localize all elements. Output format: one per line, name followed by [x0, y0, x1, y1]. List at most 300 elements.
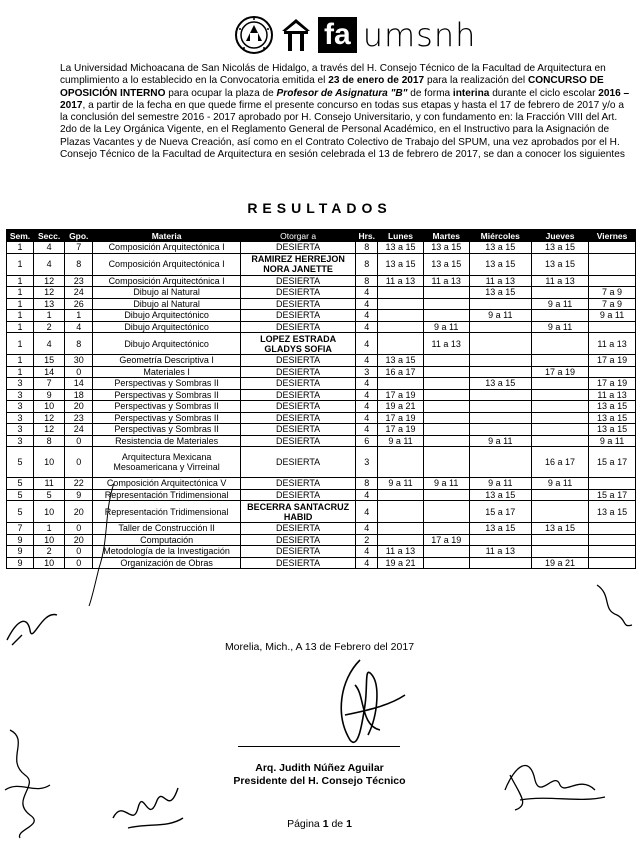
table-cell: 13 — [34, 298, 65, 310]
table-row — [7, 412, 636, 424]
university-seal-icon — [234, 15, 274, 55]
table-cell: 3 — [7, 401, 34, 413]
table-cell: 15 a 17 — [589, 447, 636, 478]
table-cell — [469, 424, 531, 436]
table-cell: 11 a 13 — [423, 333, 469, 355]
table-cell — [423, 412, 469, 424]
table-cell: Organización de Obras — [93, 557, 241, 569]
table-cell — [378, 534, 424, 546]
table-cell — [423, 523, 469, 535]
page-number: Página 1 de 1 — [287, 818, 352, 830]
table-cell: 13 a 15 — [469, 242, 531, 254]
table-cell: DESIERTA — [240, 389, 355, 401]
table-row — [7, 242, 636, 254]
intro-paragraph — [60, 63, 632, 161]
table-cell: 5 — [34, 489, 65, 501]
table-cell — [469, 321, 531, 333]
table-cell: 11 a 13 — [378, 546, 424, 558]
signer-title: Presidente del H. Consejo Técnico — [233, 775, 406, 787]
table-cell: 17 a 19 — [378, 424, 424, 436]
president-signature — [320, 655, 410, 750]
table-cell — [423, 298, 469, 310]
table-cell: 10 — [34, 447, 65, 478]
table-row — [7, 275, 636, 287]
table-cell — [423, 447, 469, 478]
table-cell: 9 — [7, 546, 34, 558]
table-cell — [531, 489, 588, 501]
intro-text-part: de forma — [407, 87, 453, 99]
table-cell: DESIERTA — [240, 310, 355, 322]
results-title: RESULTADOS — [247, 200, 392, 216]
umsnh-logo: umsnh — [362, 16, 477, 54]
table-cell: 15 a 17 — [469, 501, 531, 523]
table-cell: 4 — [356, 287, 378, 299]
table-cell — [531, 287, 588, 299]
table-cell: 3 — [7, 389, 34, 401]
table-cell: 14 — [65, 378, 93, 390]
column-header: Lunes — [378, 230, 424, 242]
table-cell: 12 — [34, 287, 65, 299]
table-cell: 1 — [7, 275, 34, 287]
table-cell: 0 — [65, 435, 93, 447]
table-cell: 10 — [34, 534, 65, 546]
table-cell: 3 — [7, 412, 34, 424]
table-cell: 4 — [356, 501, 378, 523]
table-cell: 13 a 15 — [469, 253, 531, 275]
table-cell: Perspectivas y Sombras II — [93, 389, 241, 401]
table-cell: DESIERTA — [240, 321, 355, 333]
table-cell: 0 — [65, 523, 93, 535]
table-row — [7, 287, 636, 299]
intro-text-part: CONCURSO DE OPOSICIÓN INTERNO — [60, 75, 604, 99]
column-header: Materia — [93, 230, 241, 242]
table-cell: Composición Arquitectónica V — [93, 478, 241, 490]
intro-text-part: 2016 – 2017 — [60, 87, 630, 111]
table-cell: LOPEZ ESTRADA GLADYS SOFIA — [240, 333, 355, 355]
table-cell — [378, 523, 424, 535]
table-cell: DESIERTA — [240, 534, 355, 546]
table-cell: 5 — [7, 447, 34, 478]
table-cell: 7 — [34, 378, 65, 390]
table-cell: 0 — [65, 447, 93, 478]
table-cell: 16 a 17 — [378, 366, 424, 378]
table-cell: 4 — [356, 523, 378, 535]
table-cell: 10 — [34, 557, 65, 569]
table-cell: DESIERTA — [240, 287, 355, 299]
table-cell: Taller de Construcción II — [93, 523, 241, 535]
column-header: Jueves — [531, 230, 588, 242]
table-cell: 4 — [356, 412, 378, 424]
table-cell — [469, 355, 531, 367]
table-cell: 3 — [7, 435, 34, 447]
table-cell: Composición Arquitectónica I — [93, 242, 241, 254]
table-cell — [531, 412, 588, 424]
table-cell: 13 a 15 — [531, 242, 588, 254]
table-cell: 9 a 11 — [469, 435, 531, 447]
table-cell — [423, 489, 469, 501]
page-current: 1 — [322, 818, 329, 830]
table-cell: 17 a 19 — [423, 534, 469, 546]
table-cell: 4 — [356, 298, 378, 310]
table-cell — [423, 557, 469, 569]
table-cell: 10 — [34, 501, 65, 523]
table-cell: 19 a 21 — [531, 557, 588, 569]
table-cell: Composición Arquitectónica I — [93, 275, 241, 287]
table-cell: 8 — [65, 253, 93, 275]
table-row — [7, 401, 636, 413]
table-cell — [469, 557, 531, 569]
table-cell: 14 — [34, 366, 65, 378]
table-cell: 17 a 19 — [589, 355, 636, 367]
table-cell — [531, 401, 588, 413]
table-cell: 2 — [34, 321, 65, 333]
table-cell: 1 — [34, 523, 65, 535]
intro-text-part: La Universidad Michoacana de San Nicolás de Hidalgo, a través del H. Consejo Técnico de la Facultad de Arquitectura en cumplimiento a lo establecido en la Convocatoria emitida el — [60, 63, 606, 87]
column-header: Otorgar a — [240, 230, 355, 242]
table-cell: BECERRA SANTACRUZ HABID — [240, 501, 355, 523]
table-cell: 9 — [34, 389, 65, 401]
table-cell: 4 — [356, 401, 378, 413]
table-cell — [589, 557, 636, 569]
table-cell: 11 a 13 — [531, 275, 588, 287]
table-cell: 0 — [65, 557, 93, 569]
table-cell: Representación Tridimensional — [93, 501, 241, 523]
table-cell: 13 a 15 — [531, 523, 588, 535]
table-cell: 9 a 11 — [589, 435, 636, 447]
table-cell: 13 a 15 — [423, 253, 469, 275]
table-cell: 9 a 11 — [589, 310, 636, 322]
table-cell: Geometría Descriptiva I — [93, 355, 241, 367]
table-cell: 4 — [34, 242, 65, 254]
table-cell: DESIERTA — [240, 546, 355, 558]
intro-text-part: , a partir de la fecha en que quede firme el presente concurso en todas sus etapas y hasta el 17 de febrero de 2017 y/o a la conclusión del semestre 2016 - 2017 aprobado por H. Consejo Universitario, y con fundamento en: la Fracción VIII del Art. 2do de la Ley Orgánica Vigente, en el Reglamento General de Personal Académico, en el Instructivo para la Asignación de Plazas Vacantes y de Nueva Creación, así como en el Contrato Colectivo de Trabajo del SPUM, una vez aprobados por el H. Consejo Técnico de la Facultad de Arquitectura en sesión celebrada el 13 de febrero de 2017, se dan a conocer los siguientes — [60, 99, 625, 161]
table-cell: Perspectivas y Sombras II — [93, 401, 241, 413]
table-cell: DESIERTA — [240, 275, 355, 287]
table-header-row — [7, 230, 636, 242]
table-cell: 2 — [356, 534, 378, 546]
table-cell: DESIERTA — [240, 401, 355, 413]
table-cell — [589, 546, 636, 558]
table-cell: 8 — [34, 435, 65, 447]
table-cell: 13 a 15 — [469, 378, 531, 390]
table-cell — [423, 378, 469, 390]
table-cell — [531, 389, 588, 401]
table-cell: 13 a 15 — [589, 412, 636, 424]
table-cell: 1 — [34, 310, 65, 322]
table-cell: 24 — [65, 424, 93, 436]
table-cell: 7 a 9 — [589, 298, 636, 310]
table-cell: 1 — [7, 242, 34, 254]
table-cell: 20 — [65, 501, 93, 523]
table-cell: 24 — [65, 287, 93, 299]
table-cell: Metodología de la Investigación — [93, 546, 241, 558]
table-cell: 17 a 19 — [378, 412, 424, 424]
table-cell: 8 — [356, 275, 378, 287]
table-cell: 11 a 13 — [423, 275, 469, 287]
table-cell: 0 — [65, 546, 93, 558]
signature-line — [238, 746, 400, 747]
table-cell: Dibujo Arquitectónico — [93, 321, 241, 333]
table-cell: 23 — [65, 275, 93, 287]
table-cell: 9 a 11 — [378, 435, 424, 447]
table-cell: Materiales I — [93, 366, 241, 378]
table-cell — [423, 546, 469, 558]
table-cell: Arquitectura Mexicana Mesoamericana y Virreinal — [93, 447, 241, 478]
intro-text-part: interina — [452, 87, 490, 99]
table-row — [7, 424, 636, 436]
table-cell: 4 — [356, 389, 378, 401]
table-cell: 16 a 17 — [531, 447, 588, 478]
table-cell: DESIERTA — [240, 478, 355, 490]
faculty-building-icon — [280, 17, 312, 53]
table-cell: 13 a 15 — [589, 401, 636, 413]
table-cell: 3 — [7, 424, 34, 436]
table-cell: 13 a 15 — [378, 242, 424, 254]
table-cell: DESIERTA — [240, 523, 355, 535]
table-row — [7, 355, 636, 367]
column-header: Martes — [423, 230, 469, 242]
table-cell: 15 — [34, 355, 65, 367]
table-cell: 4 — [356, 378, 378, 390]
margin-signature-left-top — [2, 600, 62, 650]
table-cell: 7 — [65, 242, 93, 254]
table-cell — [589, 534, 636, 546]
table-cell: 4 — [34, 253, 65, 275]
column-header: Gpo. — [65, 230, 93, 242]
table-cell: Dibujo Arquitectónico — [93, 310, 241, 322]
table-cell: 1 — [7, 310, 34, 322]
table-cell: 11 — [34, 478, 65, 490]
table-cell: 20 — [65, 401, 93, 413]
table-cell: 19 a 21 — [378, 557, 424, 569]
table-cell — [378, 447, 424, 478]
header-logos — [234, 12, 476, 58]
table-cell — [423, 389, 469, 401]
table-cell: 11 a 13 — [378, 275, 424, 287]
table-cell: 9 a 11 — [469, 478, 531, 490]
table-cell: 3 — [7, 378, 34, 390]
table-cell — [423, 424, 469, 436]
table-cell: DESIERTA — [240, 366, 355, 378]
table-cell: Dibujo al Natural — [93, 287, 241, 299]
table-cell — [469, 412, 531, 424]
column-header: Hrs. — [356, 230, 378, 242]
intro-text-part: durante el ciclo escolar — [489, 87, 599, 99]
table-cell — [589, 321, 636, 333]
table-cell: 4 — [356, 546, 378, 558]
table-cell: 26 — [65, 298, 93, 310]
table-cell: 4 — [356, 355, 378, 367]
table-cell: DESIERTA — [240, 435, 355, 447]
intro-text-part: Profesor de Asignatura "B" — [276, 87, 408, 99]
margin-signature-bottom-right — [500, 745, 610, 815]
table-cell: 5 — [7, 489, 34, 501]
table-cell: Dibujo Arquitectónico — [93, 333, 241, 355]
table-cell: 4 — [356, 333, 378, 355]
table-cell: Resistencia de Materiales — [93, 435, 241, 447]
table-cell: 13 a 15 — [531, 253, 588, 275]
table-cell: 18 — [65, 389, 93, 401]
table-cell: 4 — [65, 321, 93, 333]
table-cell — [378, 298, 424, 310]
table-row — [7, 447, 636, 478]
table-cell — [469, 447, 531, 478]
table-cell: 17 a 19 — [531, 366, 588, 378]
table-cell: 9 a 11 — [531, 321, 588, 333]
table-cell: 1 — [7, 355, 34, 367]
table-cell: 2 — [34, 546, 65, 558]
table-cell: 1 — [7, 253, 34, 275]
table-annotation-mark — [84, 478, 124, 608]
table-cell: DESIERTA — [240, 412, 355, 424]
table-cell: 1 — [7, 333, 34, 355]
table-cell: 4 — [356, 321, 378, 333]
table-row — [7, 310, 636, 322]
table-cell: 12 — [34, 275, 65, 287]
intro-text-part: para la realización del — [424, 75, 528, 87]
table-cell — [378, 321, 424, 333]
table-cell: 6 — [356, 435, 378, 447]
column-header: Viernes — [589, 230, 636, 242]
table-cell — [469, 401, 531, 413]
table-cell: 11 a 13 — [589, 333, 636, 355]
table-row — [7, 298, 636, 310]
table-cell: Perspectivas y Sombras II — [93, 412, 241, 424]
table-cell: 17 a 19 — [378, 389, 424, 401]
table-cell — [423, 401, 469, 413]
table-cell: 8 — [356, 242, 378, 254]
table-row — [7, 253, 636, 275]
table-cell: 4 — [34, 333, 65, 355]
table-cell — [423, 310, 469, 322]
table-row — [7, 435, 636, 447]
table-cell: Perspectivas y Sombras II — [93, 424, 241, 436]
table-cell: 13 a 15 — [589, 501, 636, 523]
table-cell: 9 a 11 — [423, 321, 469, 333]
table-cell: 1 — [7, 321, 34, 333]
table-cell: DESIERTA — [240, 298, 355, 310]
column-header: Sem. — [7, 230, 34, 242]
table-cell: 5 — [7, 501, 34, 523]
table-cell — [423, 366, 469, 378]
table-cell — [531, 355, 588, 367]
table-cell: 11 a 13 — [469, 275, 531, 287]
table-cell: 9 — [7, 557, 34, 569]
table-cell: Composición Arquitectónica I — [93, 253, 241, 275]
table-cell: 1 — [7, 287, 34, 299]
table-cell: 13 a 15 — [589, 424, 636, 436]
table-cell: Computación — [93, 534, 241, 546]
table-cell: 11 a 13 — [469, 546, 531, 558]
table-cell — [531, 424, 588, 436]
table-cell: 23 — [65, 412, 93, 424]
table-cell: 8 — [356, 478, 378, 490]
table-cell — [531, 310, 588, 322]
table-cell — [531, 546, 588, 558]
table-cell: 13 a 15 — [469, 489, 531, 501]
fa-logo: fa — [318, 17, 357, 53]
table-cell: Dibujo al Natural — [93, 298, 241, 310]
table-cell: DESIERTA — [240, 557, 355, 569]
table-cell — [469, 333, 531, 355]
table-cell: 15 a 17 — [589, 489, 636, 501]
table-cell: 13 a 15 — [378, 253, 424, 275]
table-cell: 9 — [7, 534, 34, 546]
table-row — [7, 366, 636, 378]
table-cell: 11 a 13 — [589, 389, 636, 401]
table-cell: 4 — [356, 489, 378, 501]
table-cell — [589, 366, 636, 378]
table-cell: 13 a 15 — [378, 355, 424, 367]
table-cell: 4 — [356, 557, 378, 569]
table-cell — [589, 275, 636, 287]
table-cell: DESIERTA — [240, 378, 355, 390]
table-cell: 3 — [356, 447, 378, 478]
table-row — [7, 389, 636, 401]
table-cell — [531, 378, 588, 390]
table-cell: DESIERTA — [240, 489, 355, 501]
table-cell — [469, 389, 531, 401]
table-cell: 20 — [65, 534, 93, 546]
table-cell: 7 a 9 — [589, 287, 636, 299]
table-cell: 8 — [356, 253, 378, 275]
page-total: 1 — [346, 818, 352, 830]
table-cell — [531, 501, 588, 523]
table-cell: 12 — [34, 424, 65, 436]
table-cell: 3 — [356, 366, 378, 378]
table-cell: 9 — [65, 489, 93, 501]
table-cell — [589, 242, 636, 254]
table-cell: 8 — [65, 333, 93, 355]
table-cell: 1 — [7, 366, 34, 378]
table-cell: DESIERTA — [240, 242, 355, 254]
signer-name: Arq. Judith Núñez Aguilar — [255, 762, 384, 774]
table-cell — [531, 435, 588, 447]
table-cell: DESIERTA — [240, 447, 355, 478]
column-header: Miércoles — [469, 230, 531, 242]
table-cell: 4 — [356, 310, 378, 322]
table-cell — [378, 333, 424, 355]
table-cell: 13 a 15 — [423, 242, 469, 254]
table-cell: Representación Tridimensional — [93, 489, 241, 501]
table-cell — [589, 253, 636, 275]
table-cell: 4 — [356, 424, 378, 436]
table-row — [7, 333, 636, 355]
table-cell: DESIERTA — [240, 355, 355, 367]
table-cell — [469, 298, 531, 310]
place-date: Morelia, Mich., A 13 de Febrero del 2017 — [224, 641, 415, 653]
table-cell — [531, 534, 588, 546]
table-cell: 12 — [34, 412, 65, 424]
table-cell — [589, 478, 636, 490]
table-cell: 17 a 19 — [589, 378, 636, 390]
table-cell — [423, 435, 469, 447]
table-cell — [378, 287, 424, 299]
table-cell: 5 — [7, 478, 34, 490]
table-cell: 13 a 15 — [469, 523, 531, 535]
table-cell: 9 a 11 — [378, 478, 424, 490]
table-cell — [378, 501, 424, 523]
table-cell: 1 — [65, 310, 93, 322]
table-cell — [423, 287, 469, 299]
table-cell — [378, 310, 424, 322]
intro-text-part: para ocupar la plaza de — [165, 87, 277, 99]
table-cell — [469, 366, 531, 378]
table-row — [7, 321, 636, 333]
table-cell: 1 — [7, 298, 34, 310]
intro-text-part: 23 de enero de 2017 — [328, 75, 425, 87]
table-cell: 9 a 11 — [423, 478, 469, 490]
